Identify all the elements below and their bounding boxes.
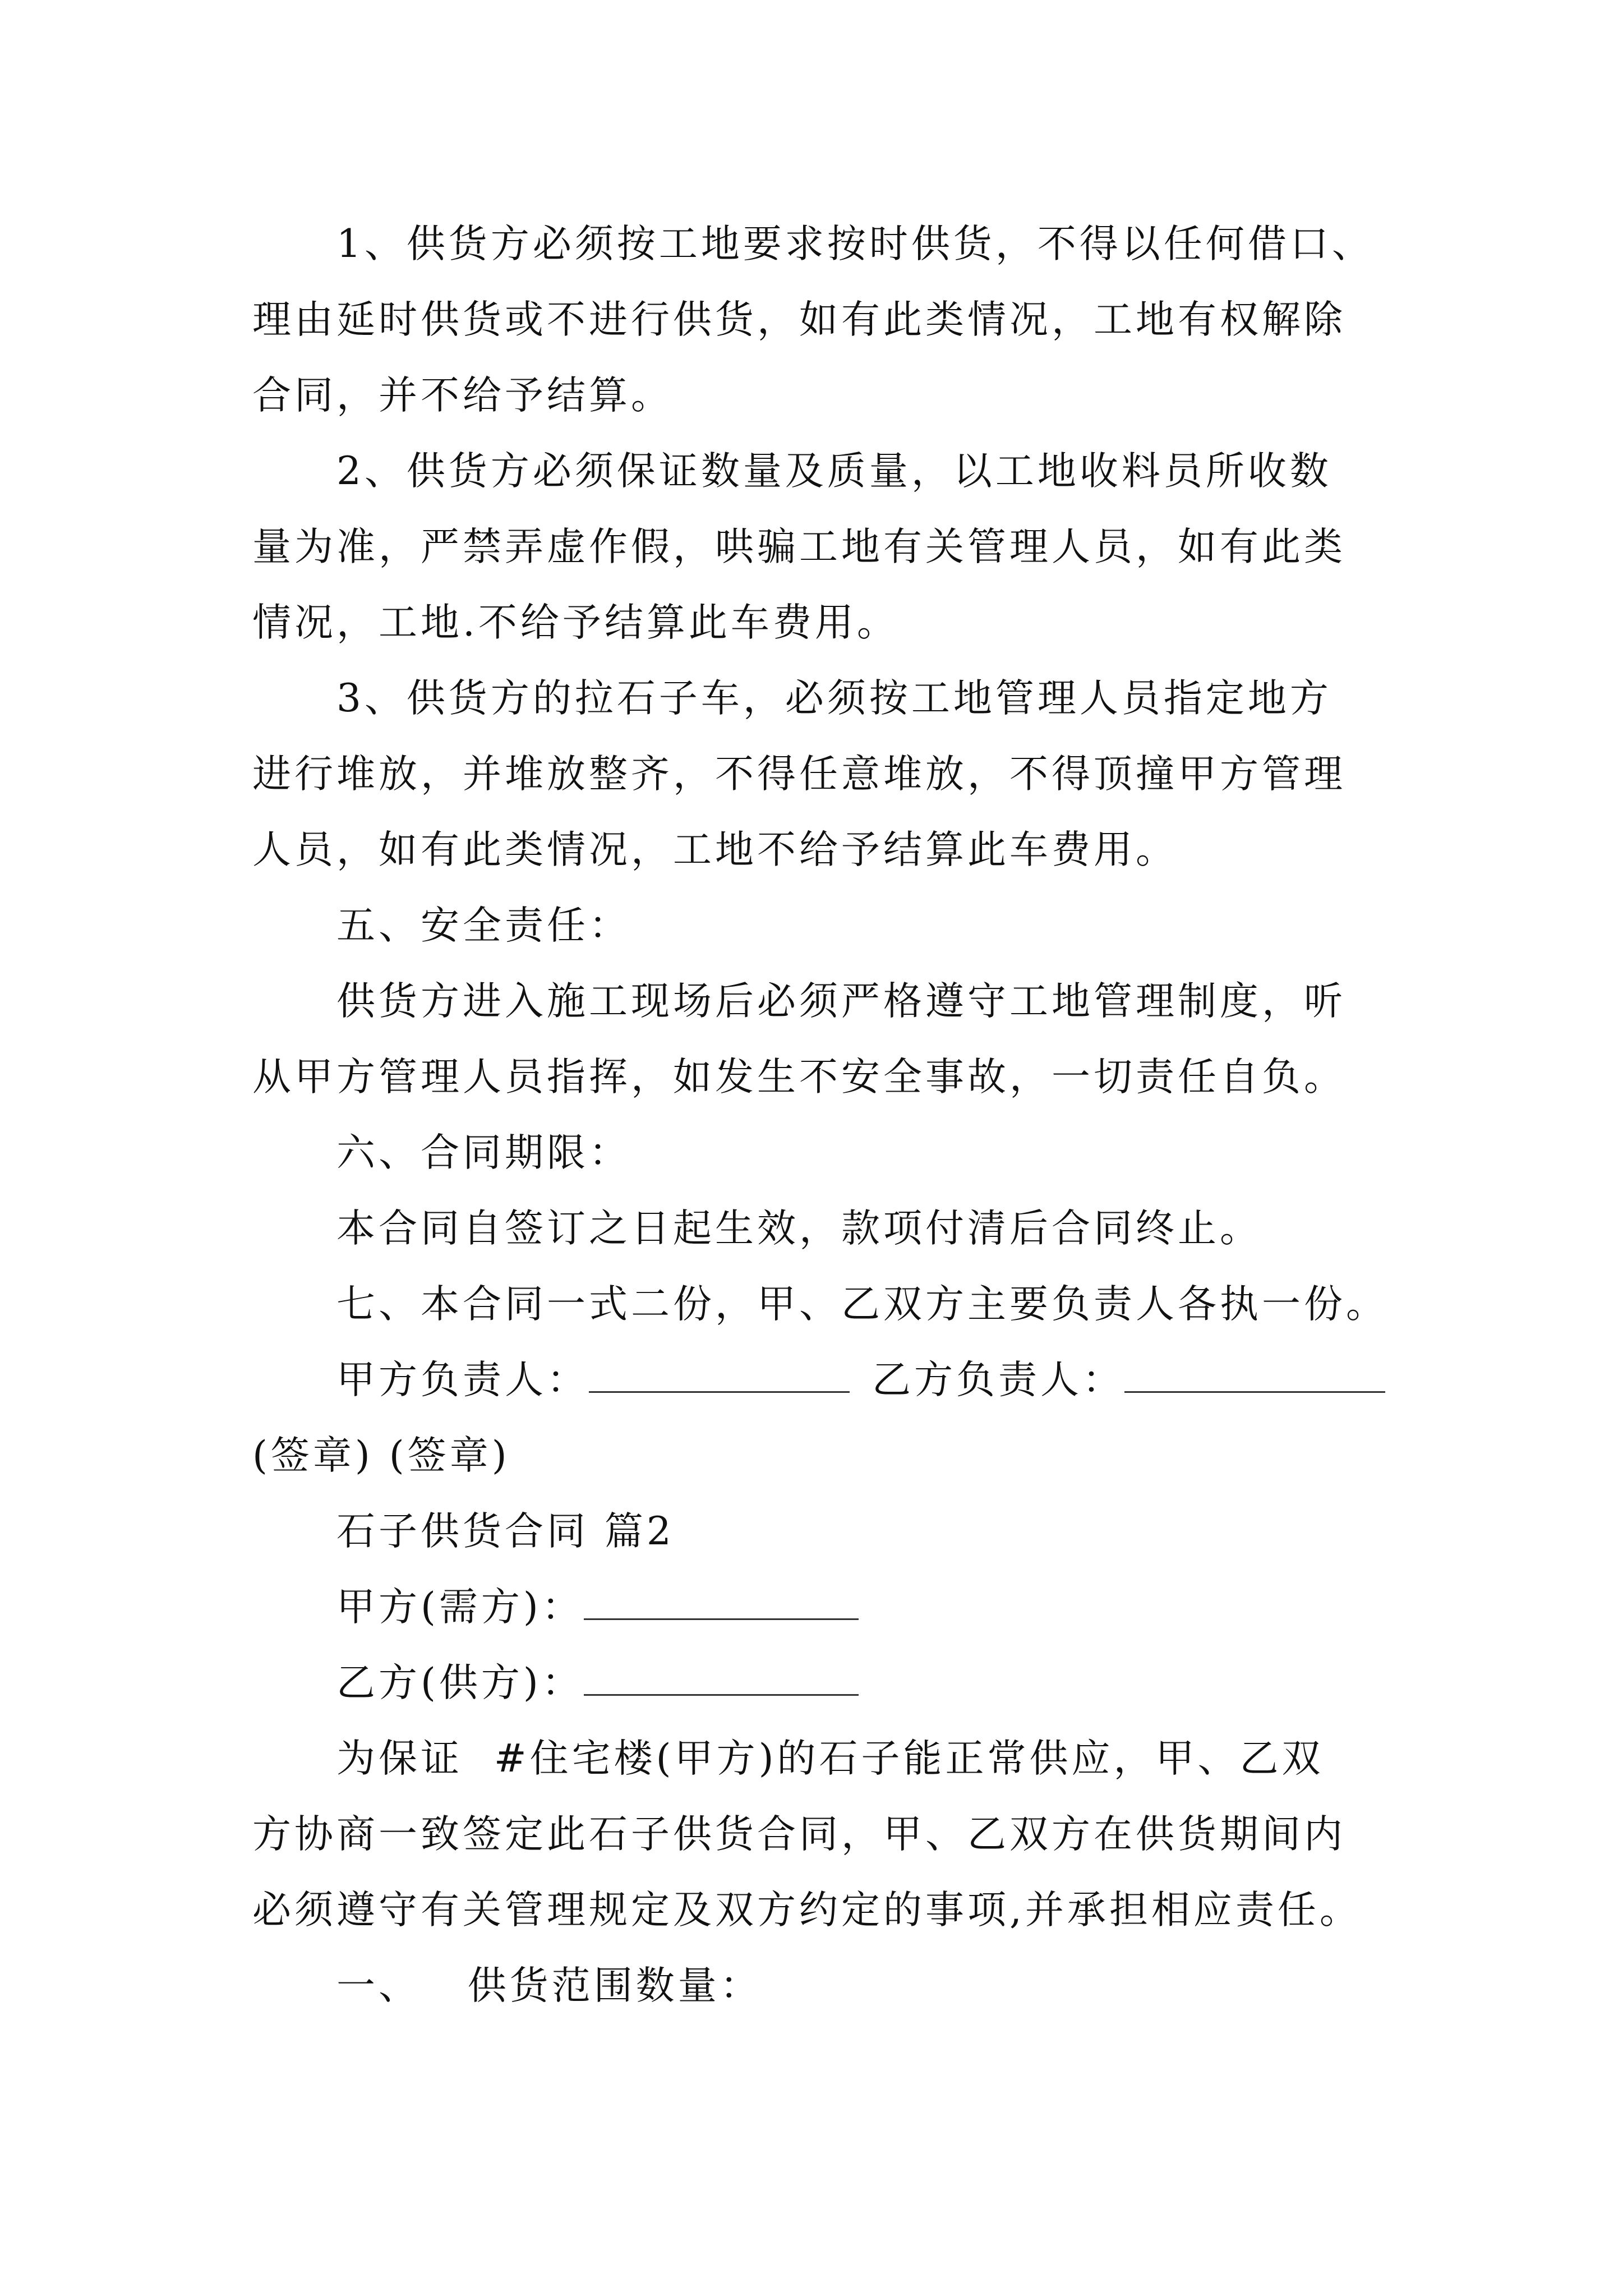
safety-line-1: 供货方进入施工现场后必须严格遵守工地管理制度，听 (336, 979, 1346, 1024)
intro-line-2: 方协商一致签定此石子供货合同，甲、乙双方在供货期间内 (252, 1812, 1346, 1857)
clause-1-line-3: 合同，并不给予结算。 (252, 373, 673, 418)
clause-3-line-3: 人员，如有此类情况，工地不给予结算此车费用。 (252, 827, 1178, 872)
party-b-row (336, 1655, 859, 1711)
party-a-blank (584, 1584, 859, 1620)
safety-line-2: 从甲方管理人员指挥，如发生不安全事故，一切责任自负。 (252, 1055, 1346, 1099)
party-b-responsible-label: 乙方负责人： (872, 1358, 1124, 1402)
party-b-signature-blank (1124, 1356, 1385, 1393)
seal-note: (签章) (签章) (252, 1433, 510, 1478)
signature-row (336, 1352, 1385, 1408)
clause-3-line-1: 3、供货方的拉石子车，必须按工地管理人员指定地方 (336, 676, 1332, 721)
intro-line-1: 为保证 #住宅楼(甲方)的石子能正常供应，甲、乙双 (336, 1736, 1324, 1781)
clause-2-line-3: 情况，工地.不给予结算此车费用。 (252, 600, 899, 645)
clause-3-line-2: 进行堆放，并堆放整齐，不得任意堆放，不得顶撞甲方管理 (252, 752, 1346, 797)
party-a-signature-blank (589, 1356, 850, 1393)
clause-2-line-1: 2、供货方必须保证数量及质量，以工地收料员所收数 (336, 449, 1332, 494)
section-2-title: 石子供货合同 篇2 (336, 1509, 675, 1554)
section-term-heading: 六、合同期限： (336, 1130, 631, 1175)
clause-2-line-2: 量为准，严禁弄虚作假，哄骗工地有关管理人员，如有此类 (252, 524, 1346, 569)
intro-line-3: 必须遵守有关管理规定及双方约定的事项,并承担相应责任。 (252, 1888, 1362, 1932)
copies-line: 七、本合同一式二份，甲、乙双方主要负责人各执一份。 (336, 1282, 1388, 1327)
term-line: 本合同自签订之日起生效，款项付清后合同终止。 (336, 1206, 1262, 1251)
party-b-label: 乙方(供方)： (336, 1660, 584, 1705)
section-safety-heading: 五、安全责任： (336, 903, 631, 948)
party-a-row (336, 1579, 859, 1635)
clause-1-line-1: 1、供货方必须按工地要求按时供货，不得以任何借口、 (336, 222, 1374, 266)
party-a-label: 甲方(需方)： (336, 1585, 584, 1630)
clause-1-line-2: 理由延时供货或不进行供货，如有此类情况，工地有权解除 (252, 297, 1346, 342)
party-b-blank (584, 1659, 859, 1696)
party-a-responsible-label: 甲方负责人： (336, 1358, 589, 1402)
section-2-heading-1: 一、 供货范围数量： (336, 1963, 762, 2008)
